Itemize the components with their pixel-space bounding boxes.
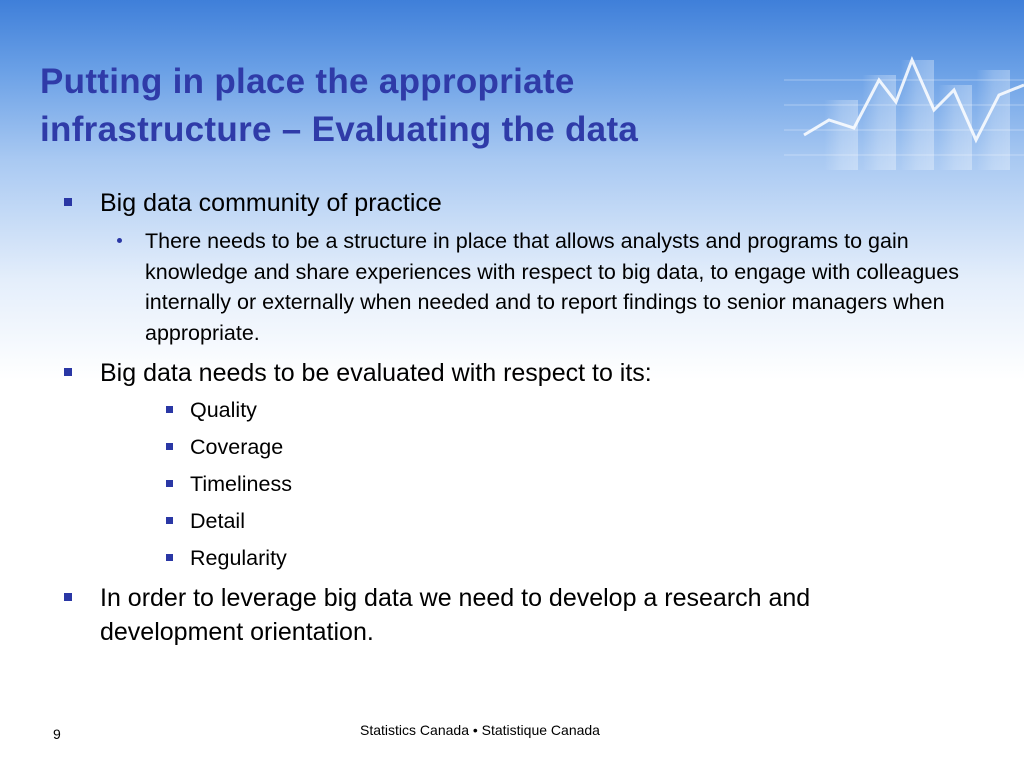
criterion-quality: Quality bbox=[190, 398, 257, 422]
square-bullet-icon bbox=[64, 198, 72, 206]
square-bullet-icon bbox=[166, 406, 173, 413]
bullet-structure-description: There needs to be a structure in place that allows analysts and programs to gain knowledge and share experiences with respect to big data, to engage with colleagues internally or externally when needed and to report findings to senior managers when appropriate. bbox=[145, 229, 959, 345]
square-bullet-icon bbox=[166, 480, 173, 487]
page-number: 9 bbox=[53, 726, 61, 742]
bullet-research-orientation: In order to leverage big data we need to develop a research and development orientation. bbox=[100, 584, 811, 646]
bullet-evaluated: Big data needs to be evaluated with respect to its: bbox=[100, 359, 652, 387]
dot-bullet-icon bbox=[117, 238, 122, 243]
title-line-2: infrastructure – Evaluating the data bbox=[40, 110, 639, 149]
slide-title bbox=[40, 58, 840, 154]
square-bullet-icon bbox=[166, 554, 173, 561]
square-bullet-icon bbox=[166, 443, 173, 450]
square-bullet-icon bbox=[64, 593, 72, 601]
footer-text: Statistics Canada • Statistique Canada bbox=[360, 722, 600, 738]
square-bullet-icon bbox=[166, 517, 173, 524]
square-bullet-icon bbox=[64, 368, 72, 376]
title-line-1: Putting in place the appropriate bbox=[40, 62, 575, 101]
criterion-timeliness: Timeliness bbox=[190, 472, 292, 496]
criterion-coverage: Coverage bbox=[190, 435, 284, 459]
criterion-regularity: Regularity bbox=[190, 546, 287, 570]
bullet-community-of-practice: Big data community of practice bbox=[100, 189, 442, 217]
criterion-detail: Detail bbox=[190, 509, 245, 533]
